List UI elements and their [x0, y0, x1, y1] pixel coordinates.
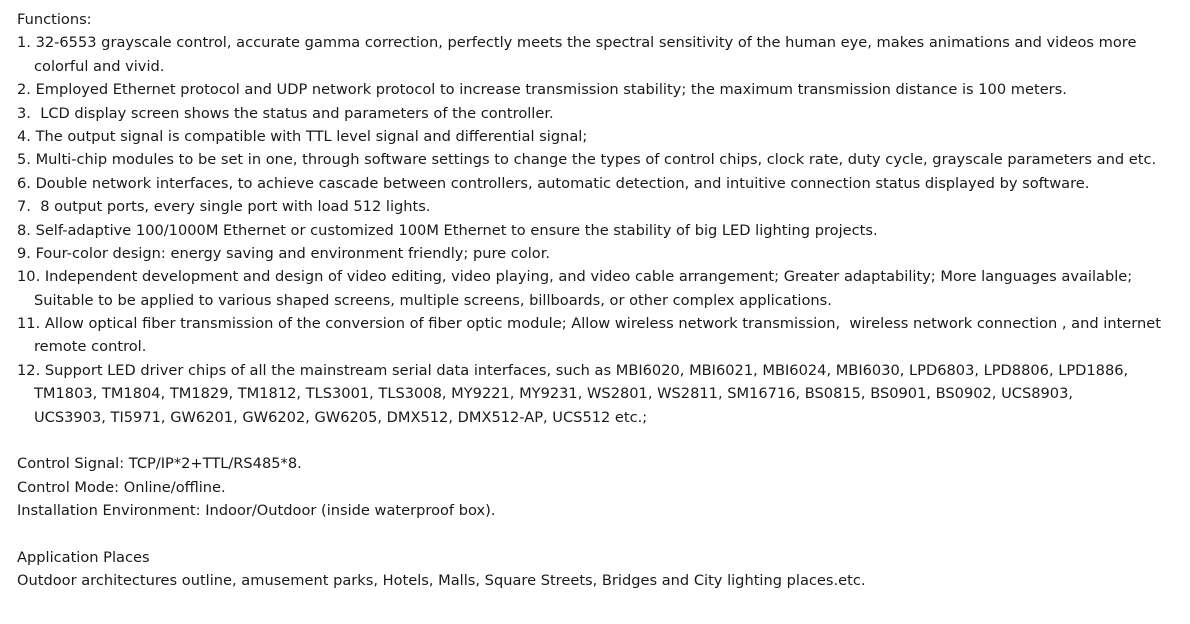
function-item-9	[17, 242, 1182, 265]
functions-heading: Functions:	[17, 11, 92, 28]
function-item-10-line-2: Suitable to be applied to various shaped screens, multiple screens, billboards, or other complex applications.	[34, 291, 832, 309]
installation-environment-spec: Installation Environment: Indoor/Outdoor (inside waterproof box).	[17, 502, 496, 520]
function-item-11	[17, 312, 1182, 359]
function-item-4	[17, 125, 1182, 148]
function-item-4-line-1: 4. The output signal is compatible with TTL level signal and differential signal;	[17, 127, 588, 145]
function-item-10	[17, 265, 1182, 312]
function-item-9-line-1: 9. Four-color design: energy saving and environment friendly; pure color.	[17, 244, 551, 262]
function-item-10-line-1: 10. Independent development and design of video editing, video playing, and video cable arrangement; Greater adaptability; More languages available;	[17, 268, 1133, 286]
function-item-1-line-2: colorful and vivid.	[34, 57, 165, 75]
application-places-text: Outdoor architectures outline, amusement parks, Hotels, Malls, Square Streets, Bridges and City lighting places.etc.	[17, 572, 866, 590]
function-item-12	[17, 359, 1182, 429]
function-item-12-line-1: 12. Support LED driver chips of all the mainstream serial data interfaces, such as MBI6020, MBI6021, MBI6024, MBI6030, LPD6803, LPD8806, LPD1886,	[17, 361, 1129, 379]
function-item-6-line-1: 6. Double network interfaces, to achieve cascade between controllers, automatic detection, and intuitive connection status displayed by software.	[17, 174, 1090, 192]
application-places-heading: Application Places	[17, 548, 150, 566]
section-gap	[17, 429, 1182, 452]
function-item-3-line-1: 3. LCD display screen shows the status and parameters of the controller.	[17, 104, 554, 122]
control-signal-spec: Control Signal: TCP/IP*2+TTL/RS485*8.	[17, 455, 302, 473]
function-item-1	[17, 31, 1182, 78]
function-item-5-line-1: 5. Multi-chip modules to be set in one, through software settings to change the types of control chips, clock rate, duty cycle, grayscale parameters and etc.	[17, 151, 1157, 169]
function-item-3	[17, 102, 1182, 125]
function-item-8	[17, 219, 1182, 242]
functions-list	[17, 31, 1182, 429]
function-item-12-line-3: UCS3903, TI5971, GW6201, GW6202, GW6205, DMX512, DMX512-AP, UCS512 etc.;	[34, 408, 648, 426]
section-gap	[17, 523, 1182, 546]
function-item-11-line-2: remote control.	[34, 338, 147, 356]
function-item-5	[17, 148, 1182, 171]
function-item-12-line-2: TM1803, TM1804, TM1829, TM1812, TLS3001, TLS3008, MY9221, MY9231, WS2801, WS2811, SM16716, BS0815, BS0901, BS0902, UCS8903,	[34, 385, 1073, 403]
function-item-2-line-1: 2. Employed Ethernet protocol and UDP network protocol to increase transmission stability; the maximum transmission distance is 100 meters.	[17, 81, 1067, 99]
function-item-8-line-1: 8. Self-adaptive 100/1000M Ethernet or customized 100M Ethernet to ensure the stability of big LED lighting projects.	[17, 221, 878, 239]
function-item-2	[17, 78, 1182, 101]
function-item-6	[17, 172, 1182, 195]
function-item-7-line-1: 7. 8 output ports, every single port with load 512 lights.	[17, 198, 431, 216]
function-item-1-line-1: 1. 32-6553 grayscale control, accurate gamma correction, perfectly meets the spectral sensitivity of the human eye, makes animations and videos more	[17, 34, 1137, 52]
product-description	[17, 8, 1182, 593]
function-item-7	[17, 195, 1182, 218]
function-item-11-line-1: 11. Allow optical fiber transmission of the conversion of fiber optic module; Allow wireless network transmission, wireless network connection , and internet	[17, 315, 1161, 333]
control-mode-spec: Control Mode: Online/offline.	[17, 478, 226, 496]
